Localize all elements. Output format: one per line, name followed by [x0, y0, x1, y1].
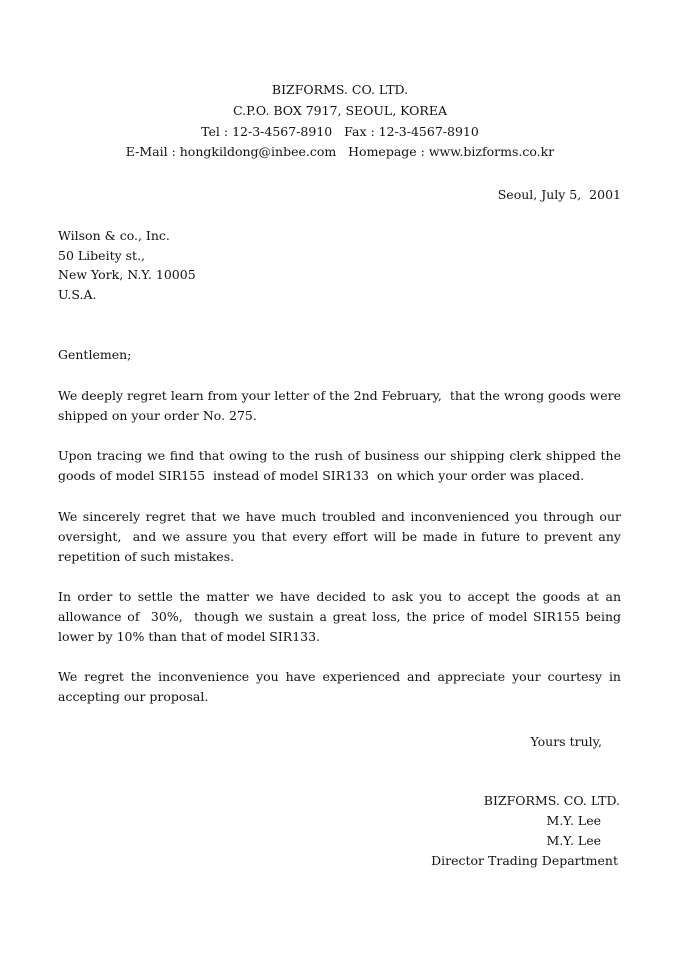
letter-date: Seoul, July 5, 2001 [497, 187, 621, 202]
recipient-name: Wilson & co., Inc. [58, 228, 170, 243]
body-paragraph: We deeply regret learn from your letter of the 2nd February, that the wrong goods were shipped on your order No. 275. [58, 388, 625, 423]
recipient-street: 50 Libeity st., [58, 248, 146, 263]
letterhead-company: BIZFORMS. CO. LTD. [271, 82, 409, 97]
closing: Yours truly, [530, 734, 602, 749]
letterhead-phone-fax: Tel : 12-3-4567-8910 Fax : 12-3-4567-8910 [201, 124, 479, 139]
signature-company: BIZFORMS. CO. LTD. [483, 793, 620, 808]
body-paragraph: We regret the inconvenience you have experienced and appreciate your courtesy in accepting our proposal. [58, 669, 625, 704]
body-paragraph: We sincerely regret that we have much troubled and inconvenienced you through our oversight, and we assure you that every effort will be made in future to prevent any repetition of such mistakes. [58, 509, 625, 564]
signature-name: M.Y. Lee [546, 813, 601, 828]
body-paragraph: In order to settle the matter we have decided to ask you to accept the goods at an allowance of 30%, though we sustain a great loss, the price of model SIR155 being lower by 10% than that of model SIR133. [58, 589, 625, 644]
salutation: Gentlemen; [58, 347, 132, 362]
letterhead-email-web: E-Mail : hongkildong@inbee.com Homepage : www.bizforms.co.kr [125, 144, 555, 159]
signature-name: M.Y. Lee [546, 833, 601, 848]
recipient-city: New York, N.Y. 10005 [58, 267, 196, 282]
body-paragraph: Upon tracing we find that owing to the rush of business our shipping clerk shipped the goods of model SIR155 instead of model SIR133 on which your order was placed. [58, 448, 625, 483]
signature-title: Director Trading Department [431, 853, 618, 868]
letterhead-address: C.P.O. BOX 7917, SEOUL, KOREA [232, 103, 447, 118]
recipient-country: U.S.A. [58, 287, 97, 302]
